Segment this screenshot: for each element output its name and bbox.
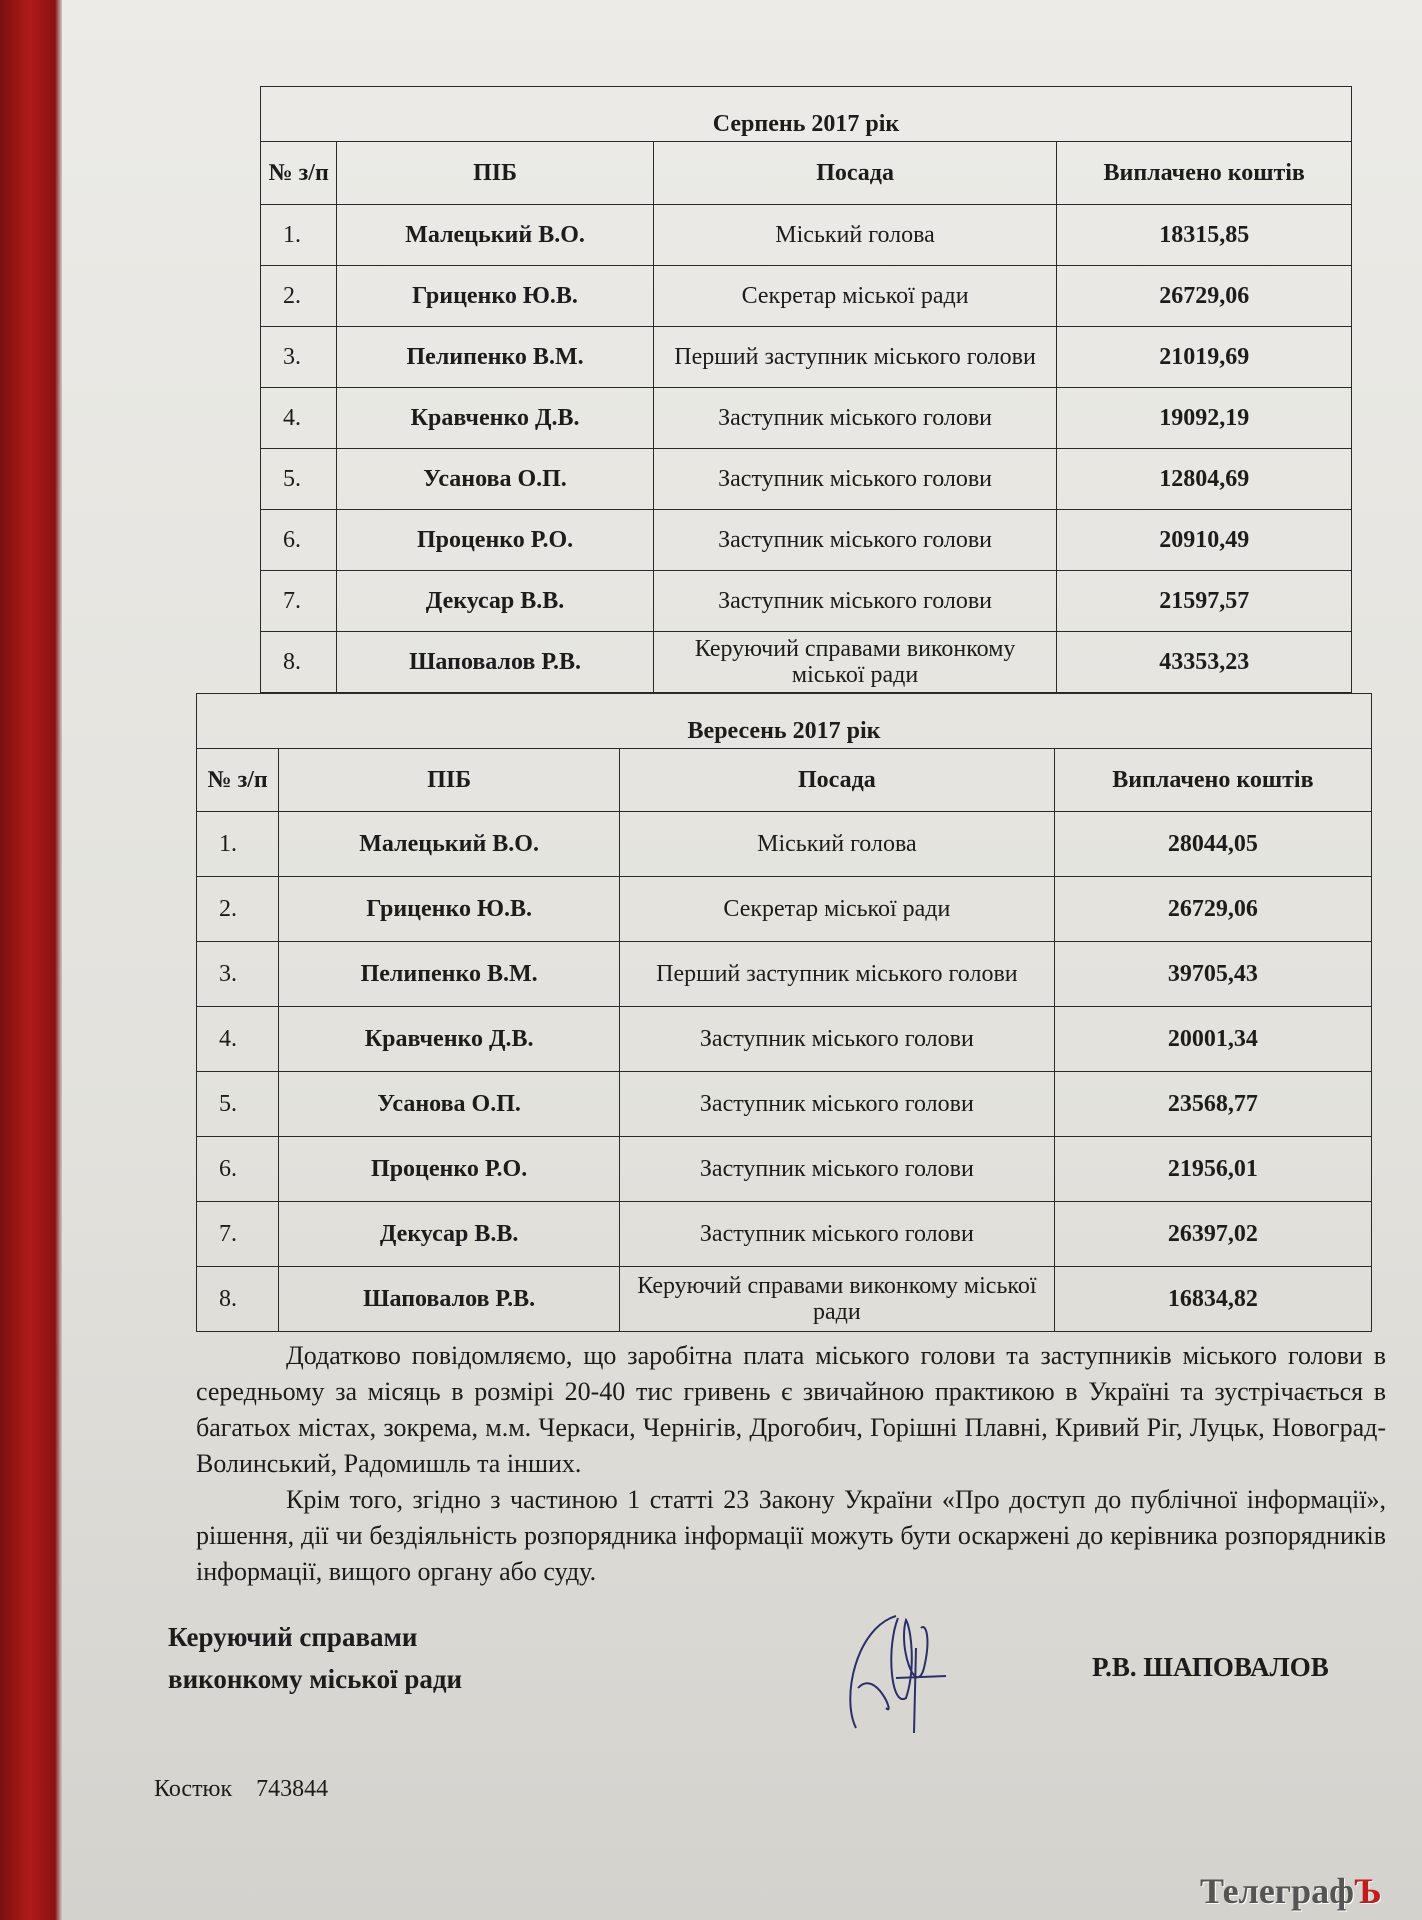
full-name: Кравченко Д.В. <box>279 1007 620 1072</box>
amount-paid: 21956,01 <box>1054 1137 1371 1202</box>
full-name: Усанова О.П. <box>337 449 653 510</box>
position: Заступник міського голови <box>653 571 1057 632</box>
row-number: 1. <box>197 812 279 877</box>
column-header: Виплачено коштів <box>1057 142 1352 205</box>
amount-paid: 21597,57 <box>1057 571 1352 632</box>
amount-paid: 20001,34 <box>1054 1007 1371 1072</box>
table-row <box>261 327 1352 388</box>
amount-paid: 12804,69 <box>1057 449 1352 510</box>
table-title: Серпень 2017 рік <box>261 87 1352 142</box>
table-row <box>261 510 1352 571</box>
signature-block <box>0 1616 1422 1746</box>
table-row <box>197 1137 1372 1202</box>
row-number: 7. <box>261 571 337 632</box>
row-number: 8. <box>197 1267 279 1332</box>
column-header: № з/п <box>197 749 279 812</box>
row-number: 2. <box>261 266 337 327</box>
position: Заступник міського голови <box>620 1202 1055 1267</box>
row-number: 8. <box>261 632 337 693</box>
column-header: Посада <box>620 749 1055 812</box>
position: Керуючий справами виконкому міської ради <box>653 632 1057 693</box>
position: Заступник міського голови <box>620 1007 1055 1072</box>
column-header: № з/п <box>261 142 337 205</box>
document-content <box>0 86 1422 1803</box>
position-line-1: Керуючий справами <box>168 1622 418 1652</box>
row-number: 4. <box>197 1007 279 1072</box>
amount-paid: 26729,06 <box>1054 877 1371 942</box>
full-name: Пелипенко В.М. <box>337 327 653 388</box>
table-row <box>261 632 1352 693</box>
amount-paid: 20910,49 <box>1057 510 1352 571</box>
full-name: Гриценко Ю.В. <box>279 877 620 942</box>
amount-paid: 28044,05 <box>1054 812 1371 877</box>
full-name: Шаповалов Р.В. <box>337 632 653 693</box>
column-header: ПІБ <box>337 142 653 205</box>
row-number: 7. <box>197 1202 279 1267</box>
table-title: Вересень 2017 рік <box>197 694 1372 749</box>
table-row <box>261 449 1352 510</box>
full-name: Проценко Р.О. <box>279 1137 620 1202</box>
row-number: 6. <box>261 510 337 571</box>
full-name: Шаповалов Р.В. <box>279 1267 620 1332</box>
amount-paid: 18315,85 <box>1057 205 1352 266</box>
column-header: Виплачено коштів <box>1054 749 1371 812</box>
salary-table-september <box>196 693 1372 1332</box>
row-number: 6. <box>197 1137 279 1202</box>
executor-info: Костюк 743844 <box>154 1776 329 1802</box>
row-number: 5. <box>261 449 337 510</box>
full-name: Усанова О.П. <box>279 1072 620 1137</box>
position: Секретар міської ради <box>653 266 1057 327</box>
row-number: 2. <box>197 877 279 942</box>
amount-paid: 26729,06 <box>1057 266 1352 327</box>
position: Заступник міського голови <box>653 510 1057 571</box>
row-number: 5. <box>197 1072 279 1137</box>
row-number: 3. <box>197 942 279 1007</box>
row-number: 4. <box>261 388 337 449</box>
table-row <box>261 205 1352 266</box>
watermark-logo: ТелеграфЪ <box>1200 1871 1382 1911</box>
signatory-name: Р.В. ШАПОВАЛОВ <box>1092 1652 1329 1682</box>
paragraph-appeal-info: Крім того, згідно з частиною 1 статті 23 Закону України «Про доступ до публічної інформації», рішення, дії чи бездіяльність розпорядника інформації можуть бути оскаржені до керівника розпорядників інформації, вищого органу або суду. <box>196 1485 1386 1586</box>
position: Міський голова <box>620 812 1055 877</box>
position: Заступник міського голови <box>653 449 1057 510</box>
row-number: 1. <box>261 205 337 266</box>
table-row <box>197 1072 1372 1137</box>
table-row <box>197 1202 1372 1267</box>
table-row <box>197 812 1372 877</box>
full-name: Проценко Р.О. <box>337 510 653 571</box>
table-row <box>261 388 1352 449</box>
position: Заступник міського голови <box>653 388 1057 449</box>
table-row <box>261 266 1352 327</box>
table-row <box>261 571 1352 632</box>
amount-paid: 43353,23 <box>1057 632 1352 693</box>
position-line-2: виконкому міської ради <box>168 1664 463 1694</box>
amount-paid: 26397,02 <box>1054 1202 1371 1267</box>
full-name: Малецький В.О. <box>279 812 620 877</box>
table-row <box>197 877 1372 942</box>
full-name: Пелипенко В.М. <box>279 942 620 1007</box>
table-row <box>197 1267 1372 1332</box>
full-name: Малецький В.О. <box>337 205 653 266</box>
salary-table-august <box>260 86 1352 693</box>
position: Заступник міського голови <box>620 1137 1055 1202</box>
full-name: Гриценко Ю.В. <box>337 266 653 327</box>
full-name: Кравченко Д.В. <box>337 388 653 449</box>
table-row <box>197 942 1372 1007</box>
full-name: Декусар В.В. <box>337 571 653 632</box>
amount-paid: 19092,19 <box>1057 388 1352 449</box>
position: Міський голова <box>653 205 1057 266</box>
amount-paid: 21019,69 <box>1057 327 1352 388</box>
table-row <box>197 1007 1372 1072</box>
paragraph-additional-info: Додатково повідомляємо, що заробітна плата міського голови та заступників міського голови в середньому за місяць в розмірі 20-40 тис гривень є звичайною практикою в Україні та зустрічається в багатьох містах, зокрема, м.м. Черкаси, Чернігів, Дрогобич, Горішні Плавні, Кривий Ріг, Луцьк, Новоград-Волинський, Радомишль та інших. <box>196 1341 1386 1478</box>
column-header: ПІБ <box>279 749 620 812</box>
signatory-position <box>168 1616 628 1700</box>
amount-paid: 23568,77 <box>1054 1072 1371 1137</box>
amount-paid: 16834,82 <box>1054 1267 1371 1332</box>
position: Перший заступник міського голови <box>620 942 1055 1007</box>
handwritten-signature <box>836 1608 976 1738</box>
row-number: 3. <box>261 327 337 388</box>
position: Перший заступник міського голови <box>653 327 1057 388</box>
position: Заступник міського голови <box>620 1072 1055 1137</box>
position: Керуючий справами виконкому міської ради <box>620 1267 1055 1332</box>
position: Секретар міської ради <box>620 877 1055 942</box>
full-name: Декусар В.В. <box>279 1202 620 1267</box>
column-header: Посада <box>653 142 1057 205</box>
amount-paid: 39705,43 <box>1054 942 1371 1007</box>
